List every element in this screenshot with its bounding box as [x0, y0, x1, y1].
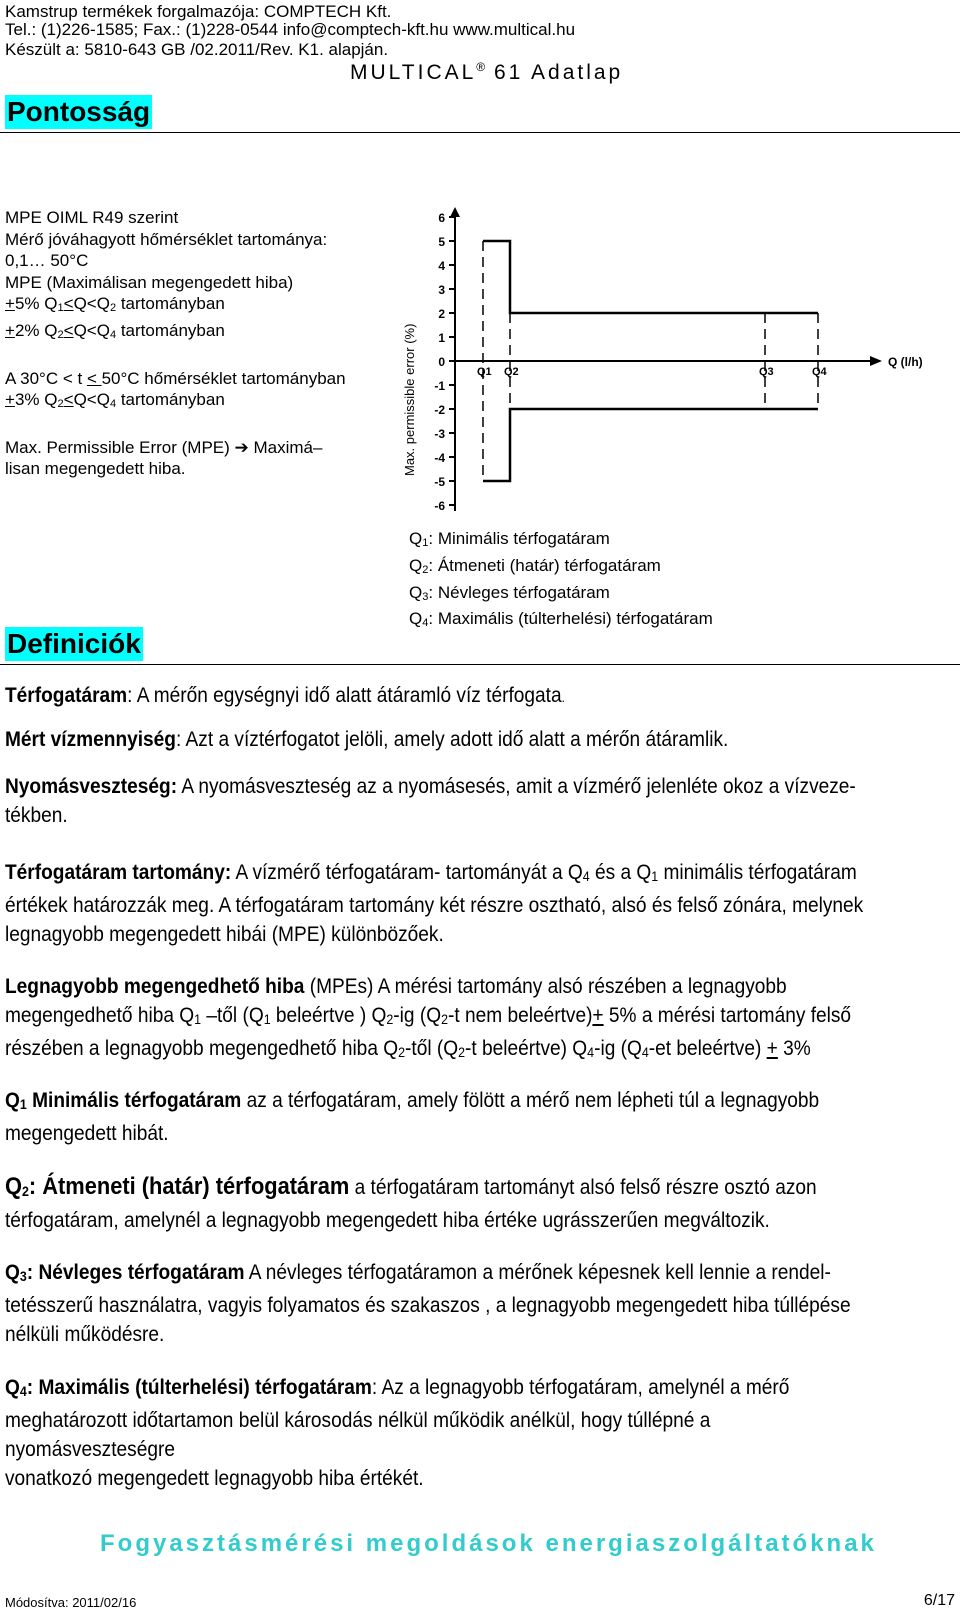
y-tick-label: -2 [434, 403, 445, 417]
y-tick-label: 4 [438, 259, 445, 273]
header-source-line: Készült a: 5810-643 GB /02.2011/Rev. K1. alapján. [5, 40, 389, 59]
definition-q3: $Q_3$: Névleges térfogatáram A névleges térfogatáramon a mérőnek képesnek kell lennie a rendel- tetésszerű használatra, vagyis folyamatos és szakaszos , a legnagyobb megengedett hiba túllépése nélküli működésre. [5, 1261, 851, 1346]
upper-mpe-line [483, 241, 818, 313]
lower-mpe-line [483, 409, 818, 481]
header-contact-line: Tel.: (1)226-1585; Fax.: (1)228-0544 info@comptech-kft.hu www.multical.hu [5, 20, 576, 39]
q-definitions [409, 528, 713, 635]
x-axis-label: Q (l/h) [888, 355, 923, 369]
y-tick-label: -1 [434, 379, 445, 393]
document-title: MULTICAL® 61 Adatlap [350, 60, 624, 84]
x-marker-label: Q3 [759, 366, 774, 378]
definition-flow-range: Térfogatáram tartomány: A vízmérő térfogatáram- tartományát a $Q_4$ és a $Q_1$ minimális térfogatáram értékek határozzák meg. A térfogatáram tartomány két részre osztható, alsó és felső zónára, melynek legnagyobb megengedett hibái (MPE) különbözőek. [5, 861, 864, 946]
section-divider [0, 664, 960, 665]
y-tick-label: -3 [434, 427, 445, 441]
y-tick-label: 3 [438, 283, 445, 297]
definition-pressure-loss: Nyomásveszteség: A nyomásveszteség az a nyomásesés, amit a vízmérő jelenléte okoz a vízveze- tékben. [5, 775, 856, 827]
q3-definition: $Q_3$: Névleges térfogatáram [409, 582, 610, 603]
definition-max-permissible-error: Legnagyobb megengedhető hiba (MPEs) A mérési tartomány alsó részében a legnagyobb megengedhető hiba $Q_1$ –től ($Q_1$ beleértve ) $Q_2-ig$ ($Q_2-t$ nem beleértve)+ 5% a mérési tartomány felső részében a legnagyobb megengedhető hiba $Q_2$-től ($Q_2-t$ beleértve) $Q_4-ig$ ($Q_4-et$ beleértve) + 3% [5, 975, 852, 1060]
page-number: 6/17 [923, 1592, 955, 1609]
q1-definition: $Q_1$: Minimális térfogatáram [409, 529, 610, 549]
y-tick-label: 2 [438, 307, 445, 321]
modified-date: Módosítva: 2011/02/16 [5, 1595, 137, 1610]
footer-slogan: Fogyasztásmérési megoldások energiaszolgáltatóknak [100, 1530, 877, 1557]
section-heading-accuracy: Pontosság [7, 96, 151, 127]
x-marker-label: Q4 [812, 366, 827, 378]
definition-measured-volume: Mért vízmennyiség: Azt a víztérfogatot jelöli, amely adott idő alatt a mérőn átáramlik. [5, 728, 729, 751]
mpe-description: MPE OIML R49 szerint Mérő jóváhagyott hőmérséklet tartománya: 0,1… 50°C MPE (Maximálisan megengedett hiba) +5% $Q_1<Q<Q_2$ tartományban +2% $Q_2<Q<Q_4$ tartományban A 30°C < t < 50°C hőmérséklet tartományban +3% $Q_2<Q<Q_4$ tartományban Max. Permissible Error (MPE) ➔ Maximá– lisan megengedett hiba. [5, 208, 346, 479]
y-axis-arrow [450, 207, 460, 217]
y-tick-label: -4 [434, 451, 445, 465]
x-marker-label: Q2 [504, 366, 519, 378]
definition-q2: $Q_2$: Átmeneti (határ) térfogatáram a térfogatáram tartományt alsó felső részre osztó azon térfogatáram, amelynél a legnagyobb megengedett hiba értéke ugrásszerűen megváltozik. [5, 1173, 817, 1232]
y-tick-label: 0 [438, 355, 445, 369]
y-tick-label: 5 [438, 235, 445, 249]
definition-q1: $Q_1$ Minimális térfogatáram az a térfogatáram, amely fölött a mérő nem lépheti túl a legnagyobb megengedett hibát. [5, 1089, 820, 1145]
section-heading-definitions: Definiciók [7, 628, 141, 659]
y-tick-label: 1 [438, 331, 445, 345]
q2-definition: $Q_2$: Átmeneti (határ) térfogatáram [409, 555, 661, 576]
x-marker-label: Q1 [477, 366, 492, 378]
y-tick-label: -6 [434, 499, 445, 513]
x-axis-arrow [870, 356, 882, 366]
definition-q4: $Q_4$: Maximális (túlterhelési) térfogatáram: Az a legnagyobb térfogatáram, amelynél a mérő meghatározott időtartamon belül károsodás nélkül működik anélkül, hogy túllépné a nyomásveszteségre vonatkozó megengedett legnagyobb hiba értékét. [5, 1376, 790, 1490]
y-tick-label: -5 [434, 475, 445, 489]
mpe-chart [400, 205, 945, 530]
q4-definition: $Q_4$: Maximális (túlterhelési) térfogatáram [409, 609, 713, 630]
definition-flow-rate: Térfogatáram: A mérőn egységnyi idő alatt átáramló víz térfogata. [5, 684, 565, 707]
header-company-line: Kamstrup termékek forgalmazója: COMPTECH Kft. [5, 2, 392, 21]
section-divider [0, 132, 960, 133]
y-axis-label: Max. permissible error (%) [402, 323, 417, 476]
y-tick-label: 6 [438, 211, 445, 225]
